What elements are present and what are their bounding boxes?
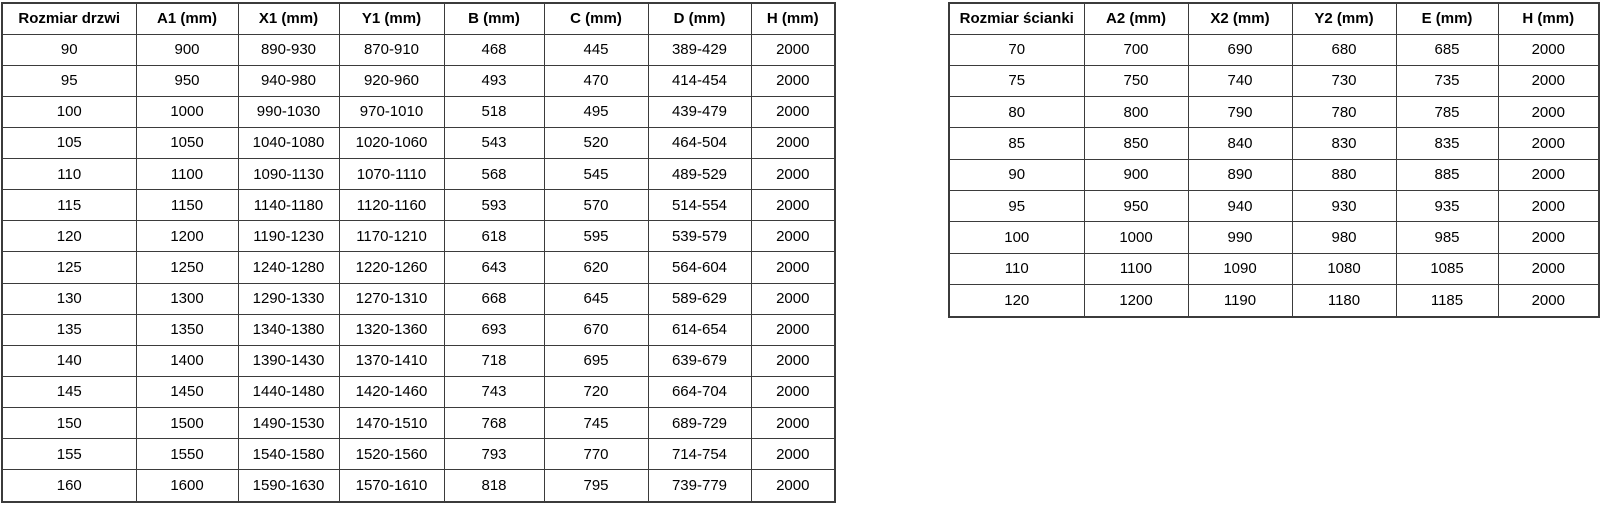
table-cell: 1040-1080: [238, 127, 339, 158]
table-cell: 439-479: [648, 96, 751, 127]
table-cell: 690: [1188, 34, 1292, 65]
table-cell: 680: [1292, 34, 1396, 65]
table-cell: 985: [1396, 222, 1498, 253]
table-cell: 2000: [1498, 65, 1599, 96]
table-cell: 940: [1188, 191, 1292, 222]
table-cell: 800: [1084, 97, 1188, 128]
column-header: Rozmiar ścianki: [949, 3, 1084, 34]
table-cell: 2000: [1498, 159, 1599, 190]
table-cell: 1020-1060: [339, 127, 444, 158]
table-cell: 685: [1396, 34, 1498, 65]
column-header: H (mm): [751, 3, 835, 34]
table-cell: 593: [444, 190, 544, 221]
table-cell: 645: [544, 283, 648, 314]
table-cell: 840: [1188, 128, 1292, 159]
table-cell: 468: [444, 34, 544, 65]
table-cell: 90: [949, 159, 1084, 190]
table-cell: 935: [1396, 191, 1498, 222]
table-cell: 890-930: [238, 34, 339, 65]
table-cell: 785: [1396, 97, 1498, 128]
table-cell: 670: [544, 314, 648, 345]
table-cell: 1185: [1396, 285, 1498, 317]
table-cell: 795: [544, 470, 648, 502]
table-row: [2, 376, 835, 407]
table-cell: 618: [444, 221, 544, 252]
table-cell: 970-1010: [339, 96, 444, 127]
table-cell: 543: [444, 127, 544, 158]
table-cell: 1320-1360: [339, 314, 444, 345]
table-cell: 85: [949, 128, 1084, 159]
table-cell: 614-654: [648, 314, 751, 345]
table-cell: 1180: [1292, 285, 1396, 317]
table-cell: 1200: [1084, 285, 1188, 317]
table-cell: 693: [444, 314, 544, 345]
table-cell: 1420-1460: [339, 376, 444, 407]
table-cell: 135: [2, 314, 136, 345]
table-cell: 1440-1480: [238, 376, 339, 407]
table-cell: 2000: [751, 314, 835, 345]
table-cell: 1540-1580: [238, 439, 339, 470]
table-row: [949, 97, 1599, 128]
table-cell: 2000: [751, 470, 835, 502]
table-cell: 489-529: [648, 159, 751, 190]
table-cell: 1240-1280: [238, 252, 339, 283]
table-cell: 2000: [1498, 253, 1599, 284]
column-header: A1 (mm): [136, 3, 238, 34]
table-cell: 980: [1292, 222, 1396, 253]
table-cell: 1100: [136, 159, 238, 190]
table-cell: 2000: [751, 252, 835, 283]
table-cell: 900: [1084, 159, 1188, 190]
table-cell: 2000: [751, 159, 835, 190]
table-cell: 950: [1084, 191, 1188, 222]
table-cell: 768: [444, 408, 544, 439]
table-cell: 1370-1410: [339, 345, 444, 376]
table-cell: 695: [544, 345, 648, 376]
table-cell: 1450: [136, 376, 238, 407]
table-cell: 743: [444, 376, 544, 407]
table-cell: 150: [2, 408, 136, 439]
column-header: A2 (mm): [1084, 3, 1188, 34]
table-cell: 870-910: [339, 34, 444, 65]
table-cell: 620: [544, 252, 648, 283]
table-cell: 668: [444, 283, 544, 314]
table-cell: 545: [544, 159, 648, 190]
table-cell: 1150: [136, 190, 238, 221]
table-row: [2, 190, 835, 221]
table-cell: 1170-1210: [339, 221, 444, 252]
table-row: [949, 34, 1599, 65]
table-cell: 414-454: [648, 65, 751, 96]
table-cell: 1100: [1084, 253, 1188, 284]
table-cell: 1120-1160: [339, 190, 444, 221]
table-cell: 110: [949, 253, 1084, 284]
table-cell: 2000: [1498, 191, 1599, 222]
column-header: H (mm): [1498, 3, 1599, 34]
table-cell: 900: [136, 34, 238, 65]
table-cell: 1000: [136, 96, 238, 127]
table-cell: 2000: [751, 127, 835, 158]
table-cell: 115: [2, 190, 136, 221]
table-row: [949, 159, 1599, 190]
table-cell: 2000: [751, 65, 835, 96]
table-row: [2, 345, 835, 376]
table-cell: 570: [544, 190, 648, 221]
column-header: B (mm): [444, 3, 544, 34]
table-cell: 735: [1396, 65, 1498, 96]
table-cell: 835: [1396, 128, 1498, 159]
table-cell: 160: [2, 470, 136, 502]
table-cell: 2000: [1498, 97, 1599, 128]
table-cell: 564-604: [648, 252, 751, 283]
table-cell: 770: [544, 439, 648, 470]
table-cell: 880: [1292, 159, 1396, 190]
table-cell: 495: [544, 96, 648, 127]
table-cell: 2000: [751, 439, 835, 470]
table-cell: 155: [2, 439, 136, 470]
table-cell: 689-729: [648, 408, 751, 439]
table-cell: 718: [444, 345, 544, 376]
table-cell: 493: [444, 65, 544, 96]
table-cell: 2000: [751, 283, 835, 314]
table-cell: 125: [2, 252, 136, 283]
table-cell: 75: [949, 65, 1084, 96]
table-cell: 664-704: [648, 376, 751, 407]
table-cell: 1550: [136, 439, 238, 470]
table-cell: 1085: [1396, 253, 1498, 284]
table-cell: 745: [544, 408, 648, 439]
table-cell: 1190-1230: [238, 221, 339, 252]
table-cell: 793: [444, 439, 544, 470]
table-cell: 920-960: [339, 65, 444, 96]
table-row: [2, 252, 835, 283]
table-cell: 1340-1380: [238, 314, 339, 345]
table-cell: 464-504: [648, 127, 751, 158]
table-cell: 890: [1188, 159, 1292, 190]
table-cell: 110: [2, 159, 136, 190]
column-header: E (mm): [1396, 3, 1498, 34]
table-cell: 2000: [751, 34, 835, 65]
column-header: Y1 (mm): [339, 3, 444, 34]
table-row: [2, 283, 835, 314]
table-cell: 520: [544, 127, 648, 158]
column-header: X2 (mm): [1188, 3, 1292, 34]
table-cell: 589-629: [648, 283, 751, 314]
table-cell: 1090-1130: [238, 159, 339, 190]
table-cell: 2000: [751, 96, 835, 127]
table-cell: 130: [2, 283, 136, 314]
table-cell: 95: [2, 65, 136, 96]
table-row: [949, 191, 1599, 222]
table-cell: 830: [1292, 128, 1396, 159]
table-row: [2, 221, 835, 252]
table-cell: 2000: [751, 376, 835, 407]
table-cell: 568: [444, 159, 544, 190]
table-cell: 2000: [1498, 285, 1599, 317]
column-header: X1 (mm): [238, 3, 339, 34]
table-cell: 1070-1110: [339, 159, 444, 190]
table-row: [2, 439, 835, 470]
table-row: [949, 128, 1599, 159]
wall-table-header-row: [949, 3, 1599, 34]
table-cell: 90: [2, 34, 136, 65]
table-cell: 1220-1260: [339, 252, 444, 283]
table-cell: 145: [2, 376, 136, 407]
table-row: [2, 34, 835, 65]
table-cell: 1350: [136, 314, 238, 345]
door-size-table: [1, 2, 836, 503]
table-cell: 1600: [136, 470, 238, 502]
table-cell: 1290-1330: [238, 283, 339, 314]
table-cell: 1470-1510: [339, 408, 444, 439]
table-cell: 950: [136, 65, 238, 96]
table-cell: 1250: [136, 252, 238, 283]
table-cell: 700: [1084, 34, 1188, 65]
table-cell: 1090: [1188, 253, 1292, 284]
table-cell: 100: [949, 222, 1084, 253]
table-cell: 790: [1188, 97, 1292, 128]
table-row: [949, 65, 1599, 96]
table-cell: 930: [1292, 191, 1396, 222]
table-cell: 2000: [751, 190, 835, 221]
table-cell: 445: [544, 34, 648, 65]
table-cell: 95: [949, 191, 1084, 222]
table-cell: 1140-1180: [238, 190, 339, 221]
table-cell: 1190: [1188, 285, 1292, 317]
table-cell: 1390-1430: [238, 345, 339, 376]
table-cell: 1500: [136, 408, 238, 439]
table-cell: 885: [1396, 159, 1498, 190]
table-cell: 2000: [751, 408, 835, 439]
table-cell: 120: [949, 285, 1084, 317]
table-cell: 940-980: [238, 65, 339, 96]
table-cell: 539-579: [648, 221, 751, 252]
table-cell: 1080: [1292, 253, 1396, 284]
table-cell: 714-754: [648, 439, 751, 470]
table-cell: 2000: [1498, 34, 1599, 65]
table-cell: 750: [1084, 65, 1188, 96]
table-cell: 643: [444, 252, 544, 283]
table-cell: 70: [949, 34, 1084, 65]
column-header: C (mm): [544, 3, 648, 34]
table-row: [2, 127, 835, 158]
table-cell: 990-1030: [238, 96, 339, 127]
table-row: [949, 222, 1599, 253]
table-cell: 739-779: [648, 470, 751, 502]
table-cell: 80: [949, 97, 1084, 128]
table-row: [2, 408, 835, 439]
table-cell: 730: [1292, 65, 1396, 96]
table-cell: 2000: [1498, 128, 1599, 159]
table-cell: 990: [1188, 222, 1292, 253]
table-cell: 1520-1560: [339, 439, 444, 470]
table-cell: 639-679: [648, 345, 751, 376]
table-row: [949, 253, 1599, 284]
table-cell: 2000: [751, 221, 835, 252]
table-cell: 1270-1310: [339, 283, 444, 314]
table-cell: 1490-1530: [238, 408, 339, 439]
table-row: [2, 96, 835, 127]
table-cell: 1590-1630: [238, 470, 339, 502]
table-cell: 470: [544, 65, 648, 96]
table-cell: 850: [1084, 128, 1188, 159]
table-cell: 518: [444, 96, 544, 127]
table-cell: 140: [2, 345, 136, 376]
wall-size-table: [948, 2, 1600, 318]
column-header: Rozmiar drzwi: [2, 3, 136, 34]
table-cell: 1000: [1084, 222, 1188, 253]
table-row: [2, 314, 835, 345]
table-cell: 120: [2, 221, 136, 252]
table-row: [2, 159, 835, 190]
table-cell: 720: [544, 376, 648, 407]
table-cell: 514-554: [648, 190, 751, 221]
table-cell: 1200: [136, 221, 238, 252]
table-cell: 1050: [136, 127, 238, 158]
table-cell: 105: [2, 127, 136, 158]
table-cell: 2000: [1498, 222, 1599, 253]
door-table-header-row: [2, 3, 835, 34]
table-cell: 595: [544, 221, 648, 252]
table-cell: 100: [2, 96, 136, 127]
column-header: D (mm): [648, 3, 751, 34]
table-cell: 1400: [136, 345, 238, 376]
table-row: [2, 65, 835, 96]
table-cell: 1300: [136, 283, 238, 314]
table-row: [949, 285, 1599, 317]
table-cell: 818: [444, 470, 544, 502]
table-row: [2, 470, 835, 502]
table-cell: 389-429: [648, 34, 751, 65]
table-cell: 780: [1292, 97, 1396, 128]
table-cell: 1570-1610: [339, 470, 444, 502]
table-cell: 740: [1188, 65, 1292, 96]
column-header: Y2 (mm): [1292, 3, 1396, 34]
table-cell: 2000: [751, 345, 835, 376]
